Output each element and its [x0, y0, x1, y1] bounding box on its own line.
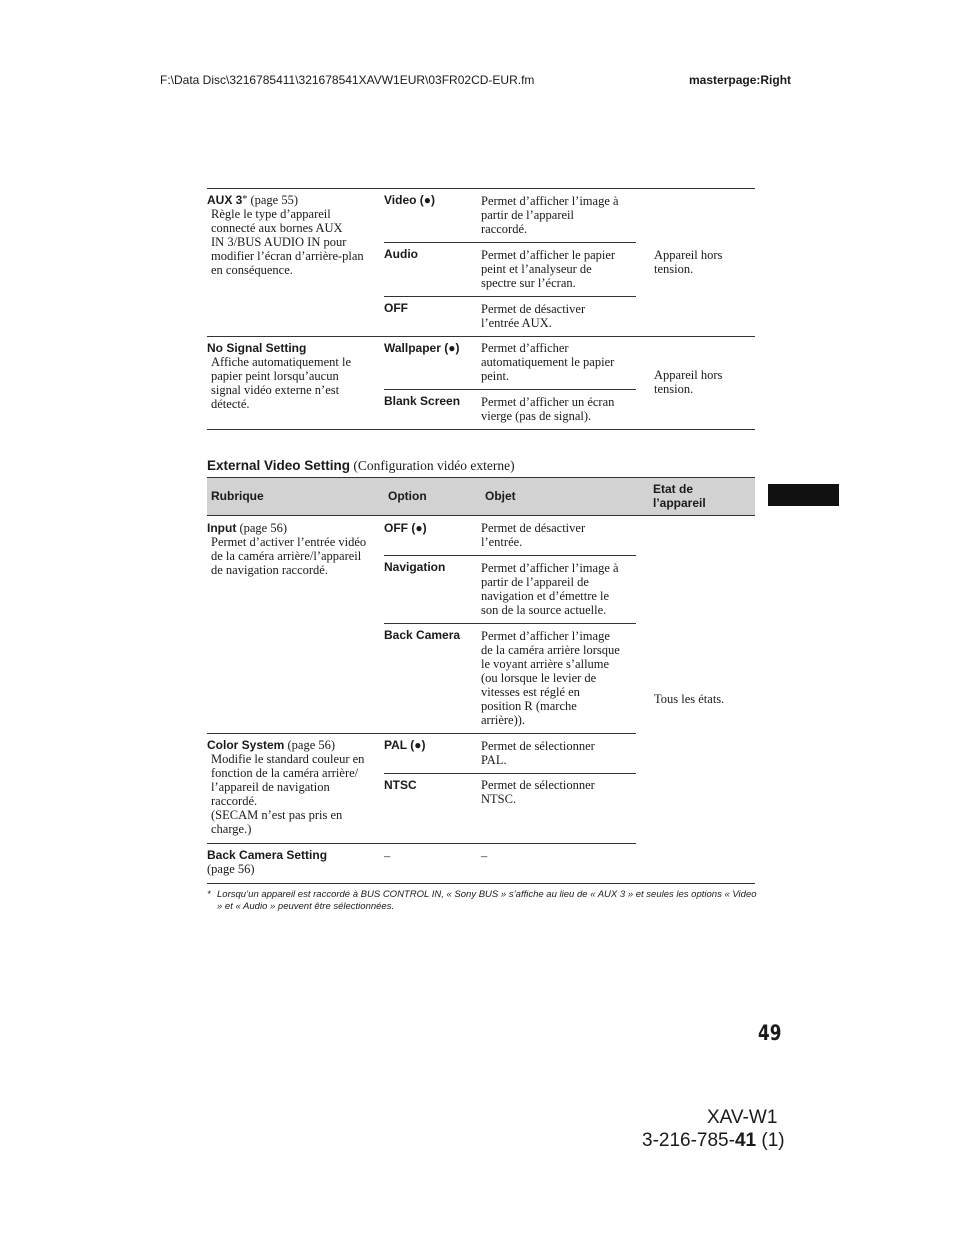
- color-system-title: Color System: [207, 738, 285, 752]
- objet-pal: Permet de sélectionner PAL.: [481, 739, 595, 767]
- code-suffix: (1): [756, 1130, 785, 1151]
- section-title-main: External Video Setting: [207, 458, 351, 473]
- option-off-aux: OFF: [384, 301, 408, 315]
- objet-back-camera: Permet d’afficher l’image de la caméra arrière lorsque le voyant arrière s’allume (ou lorsque le levier de vitesses est réglé en position R (marche arrière)).: [481, 629, 620, 727]
- objet-blank-screen: Permet d’afficher un écran vierge (pas de signal).: [481, 395, 615, 423]
- input-page-ref: (page 56): [236, 521, 287, 535]
- row-divider: [384, 242, 636, 243]
- option-back-camera: Back Camera: [384, 628, 461, 642]
- objet-off-input: Permet de désactiver l’entrée.: [481, 521, 586, 549]
- footnote: [207, 889, 757, 913]
- objet-dash: –: [481, 849, 488, 863]
- model-name: XAV-W1: [707, 1107, 778, 1128]
- aux3-page-ref: (page 55): [247, 193, 299, 207]
- table-bottom-rule: [207, 883, 755, 884]
- objet-ntsc: Permet de sélectionner NTSC.: [481, 778, 595, 806]
- input-rubrique-cell: [207, 521, 379, 577]
- back-camera-setting-rubrique-cell: [207, 848, 379, 876]
- option-ntsc: NTSC: [384, 778, 417, 792]
- back-camera-setting-page-ref: (page 56): [207, 862, 255, 876]
- color-system-rubrique-cell: [207, 738, 379, 836]
- row-rule: [207, 733, 636, 734]
- code-bold: 41: [734, 1130, 757, 1151]
- objet-navigation: Permet d’afficher l’image à partir de l’appareil de navigation et d’émettre le son de la source actuelle.: [481, 561, 619, 617]
- input-title: Input: [207, 521, 237, 535]
- row-divider: [384, 773, 636, 774]
- page-number: 49: [758, 1021, 782, 1045]
- table-header-row: [207, 477, 755, 516]
- objet-video: Permet d’afficher l’image à partir de l’appareil raccordé.: [481, 194, 619, 236]
- row-divider: [384, 389, 636, 390]
- option-dash: –: [384, 849, 391, 863]
- option-pal: PAL (●): [384, 738, 426, 752]
- footnote-star: *: [207, 889, 211, 900]
- header-rubrique: Rubrique: [211, 489, 264, 503]
- masterpage-label: masterpage:Right: [689, 73, 792, 87]
- no-signal-title: No Signal Setting: [207, 341, 307, 355]
- option-wallpaper: Wallpaper (●): [384, 341, 460, 355]
- row-rule: [207, 843, 636, 844]
- header-objet: Objet: [485, 489, 516, 503]
- aux3-description: Règle le type d’appareil connecté aux bornes AUX IN 3/BUS AUDIO IN pour modifier l’écran d’arrière-plan en conséquence.: [211, 207, 364, 277]
- section-title: [207, 457, 515, 475]
- section-title-subtitle: (Configuration vidéo externe): [350, 458, 515, 473]
- row-divider: [384, 555, 636, 556]
- color-system-description: Modifie le standard couleur en fonction de la caméra arrière/ l’appareil de navigation raccordé. (SECAM n’est pas pris en charge.): [211, 752, 365, 836]
- back-camera-setting-title: Back Camera Setting: [207, 848, 328, 862]
- aux3-rubrique-cell: [207, 193, 379, 277]
- option-navigation: Navigation: [384, 560, 446, 574]
- objet-audio: Permet d’afficher le papier peint et l’analyseur de spectre sur l’écran.: [481, 248, 616, 290]
- objet-off-aux: Permet de désactiver l’entrée AUX.: [481, 302, 586, 330]
- row-rule: [207, 336, 755, 337]
- option-audio: Audio: [384, 247, 418, 261]
- table-top-rule: [207, 188, 755, 189]
- option-off-input: OFF (●): [384, 521, 427, 535]
- option-video: Video (●): [384, 193, 436, 207]
- footnote-marker: *: [242, 194, 248, 205]
- document-code: [642, 1130, 785, 1152]
- no-signal-rubrique-cell: [207, 341, 379, 411]
- objet-wallpaper: Permet d’afficher automatiquement le papier peint.: [481, 341, 615, 383]
- input-description: Permet d’activer l’entrée vidéo de la caméra arrière/l’appareil de navigation raccordé.: [211, 535, 367, 577]
- etat-tous-les-etats: Tous les états.: [654, 692, 725, 706]
- no-signal-description: Affiche automatiquement le papier peint lorsqu’aucun signal vidéo externe n’est détecté.: [211, 355, 351, 411]
- etat-no-signal: Appareil hors tension.: [654, 368, 723, 396]
- file-path-header: F:\Data Disc\3216785411\321678541XAVW1EUR\03FR02CD-EUR.fm: [160, 73, 535, 87]
- table-bottom-rule: [207, 429, 755, 430]
- row-divider: [384, 623, 636, 624]
- etat-aux3: Appareil hors tension.: [654, 248, 723, 276]
- color-system-page-ref: (page 56): [284, 738, 336, 752]
- section-tab-marker: [768, 484, 839, 506]
- footnote-text: Lorsqu’un appareil est raccordé à BUS CONTROL IN, « Sony BUS » s’affiche au lieu de « AUX 3 » et seules les options « Video » et « Audio » peuvent être sélectionnées.: [217, 889, 757, 912]
- header-option: Option: [388, 489, 427, 503]
- row-divider: [384, 296, 636, 297]
- aux3-title: AUX 3: [207, 193, 243, 207]
- code-prefix: 3-216-785-: [642, 1130, 735, 1151]
- header-etat: Etat de l’appareil: [653, 482, 706, 510]
- option-blank-screen: Blank Screen: [384, 394, 461, 408]
